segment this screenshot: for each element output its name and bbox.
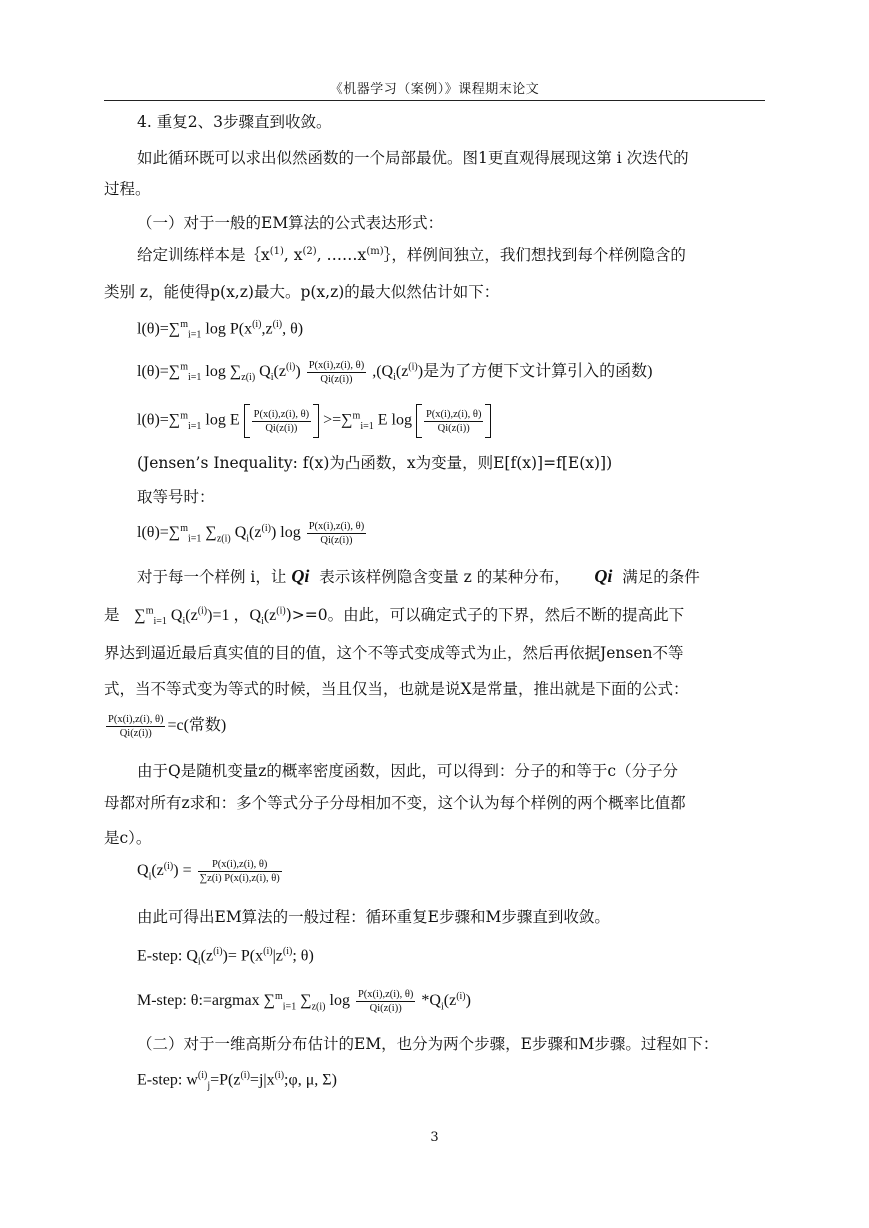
formula-gauss-e-step: E-step: $w^{(i)}_j=P(z^{(i)}=j|x^{(i)};\varphi$, μ, Σ)	[137, 1070, 337, 1092]
step-4: 4. 重复2、3步骤直到收敛。	[137, 113, 332, 131]
para-2-cont: 类别 z，能使得p(x,z)最大。p(x,z)的最大似然估计如下：	[104, 283, 500, 301]
formula-4: l(θ)=∑$^m_{i=1}$ $\sum_{z(i)}$ $Q_i(z^{(i)})$ log $\frac{P(x(i),z(i), \theta)}{Qi(z(i))}$	[137, 521, 365, 546]
para-1: 如此循环既可以求出似然函数的一个局部最优。图1更直观得展现这第 i 次迭代的	[137, 149, 689, 167]
para-3-cont-3: 式，当不等式变为等式的时候，当且仅当，也就是说X是常量，推出就是下面的公式：	[104, 680, 689, 698]
formula-6: $Q_i(z^{(i)})$ = $\frac{P(x(i),z(i), \theta)}{\sum z(i) P(x(i),z(i), \theta)}$	[137, 859, 280, 884]
formula-m-step: M-step: θ:=argmax ∑$^m_{i=1}$ $\sum_{z(i)}$ log $\frac{P(x(i),z(i), \theta)}{Qi(z(i))}$ $*Q_i(z^{(i)})$	[137, 989, 471, 1014]
para-5: 由此可得出EM算法的一般过程：循环重复E步骤和M步骤直到收敛。	[137, 908, 610, 926]
para-3: 对于每一个样例 i，让 Qi 表示该样例隐含变量 z 的某种分布， Qi 满足的条件	[137, 566, 700, 586]
formula-e-step: E-step: $Q_i(z^{(i)})= P(x^{(i)}|z^{(i)}$; θ)	[137, 946, 314, 968]
page-number: 3	[430, 1130, 439, 1145]
section-heading-1: （一）对于一般的EM算法的公式表达形式：	[137, 214, 444, 232]
formula-1: l(θ)=∑$^m_{i=1}$ $\log P(x^{(i)},z^{(i)}$, θ)	[137, 319, 304, 341]
header-rule	[104, 100, 765, 101]
formula-3: l(θ)=∑$^m_{i=1}$ log E $\frac{P(x(i),z(i), \theta)}{Qi(z(i))}$ >=∑$^m_{i=1}$ E log $\frac{P(x(i),z(i), \theta)}{Qi(z(i))}$	[137, 404, 798, 438]
equality-label: 取等号时：	[137, 488, 215, 506]
jensen-note: (Jensen’s Inequality: f(x)为凸函数，x为变量，则E[f(x)]=f[E(x)])	[137, 454, 613, 472]
para-4: 由于Q是随机变量z的概率密度函数，因此，可以得到：分子的和等于c（分子分	[137, 762, 679, 780]
para-4-cont-2: 是c）。	[104, 829, 152, 847]
section-heading-2: （二）对于一维高斯分布估计的EM，也分为两个步骤，E步骤和M步骤。过程如下：	[137, 1035, 719, 1053]
para-3-cont-2: 界达到逼近最后真实值的目的值，这个不等式变成等式为止，然后再依据Jensen不等	[104, 644, 684, 662]
para-1-cont: 过程。	[104, 180, 151, 198]
para-3-cont-1: 是 ∑$^m_{i=1}$ $Q_i(z^{(i)})=1$ ，$Q_i(z^{(i)})>=0$。由此，可以确定式子的下界，然后不断的提高此下	[104, 605, 685, 628]
page-header: 《机器学习（案例）》课程期末论文	[329, 82, 540, 97]
para-2: 给定训练样本是$\{x^{(1)}$, $x^{(2)}$, $\dots\dots x^{(m)}\}$，样例间独立，我们想找到每个样例隐含的	[137, 245, 686, 264]
para-4-cont-1: 母都对所有z求和：多个等式分子分母相加不变，这个认为每个样例的两个概率比值都	[104, 794, 686, 812]
formula-2: l(θ)=∑$^m_{i=1}$ $\log \sum_{z(i)}$ $Q_i(z^{(i)})$ $\frac{P(x(i),z(i), \theta)}{Qi(z(i))}$ $,(Q_i(z^{(i)})$是为了方便下文计算引入的函数)	[137, 359, 653, 385]
formula-5: $\frac{P(x(i),z(i), \theta)}{Qi(z(i))}$ =c(常数)	[108, 713, 227, 739]
